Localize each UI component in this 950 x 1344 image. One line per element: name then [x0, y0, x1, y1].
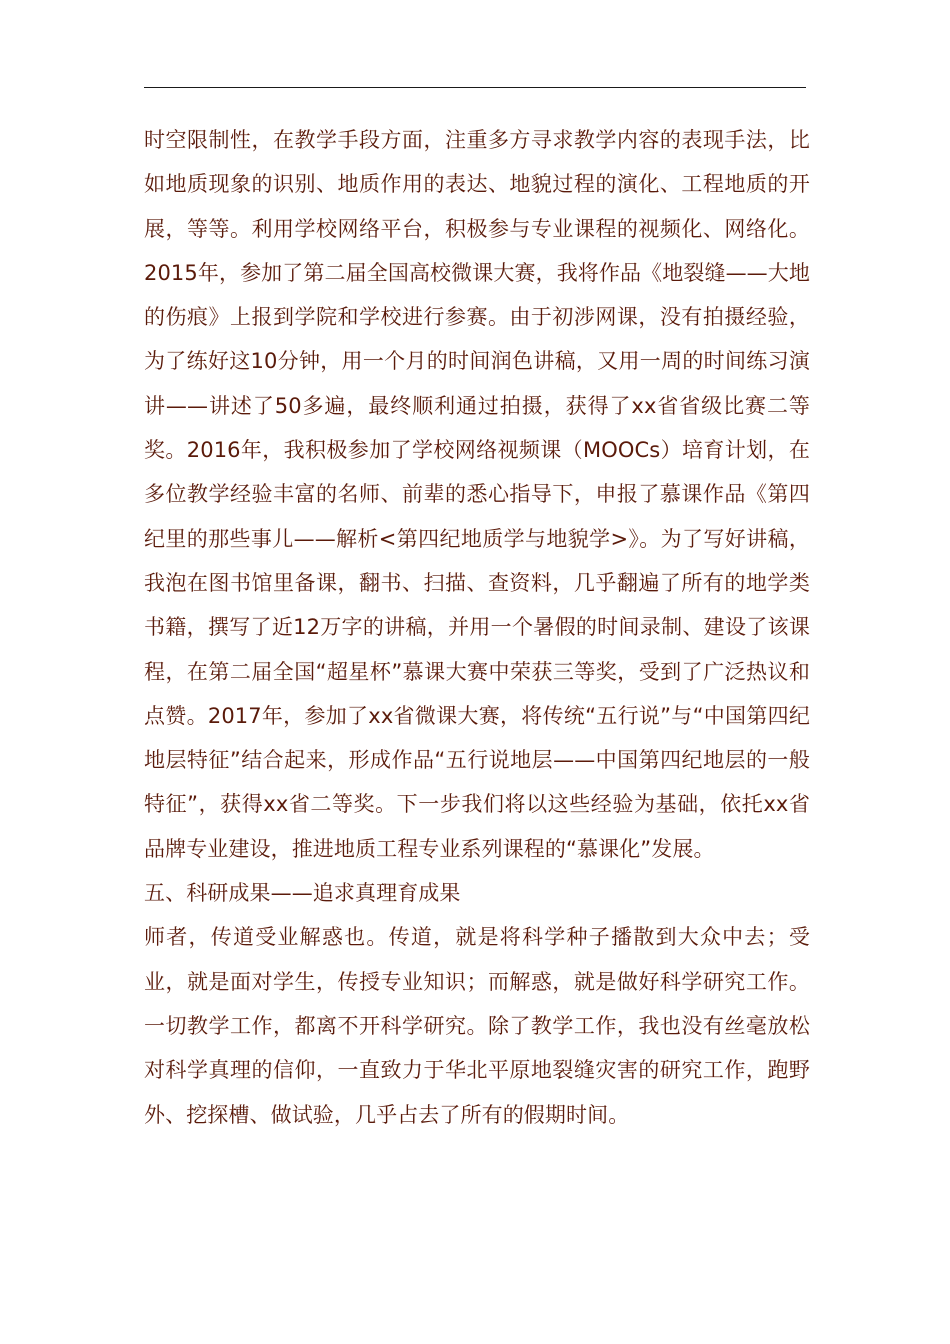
section-heading: 五、科研成果——追求真理育成果 — [144, 881, 461, 906]
document-body — [144, 118, 810, 1137]
header-rule — [144, 87, 806, 88]
paragraph-teaching-media: 时空限制性，在教学手段方面，注重多方寻求教学内容的表现手法，比如地质现象的识别、地质作用的表达、地貌过程的演化、工程地质的开展，等等。利用学校网络平台，积极参与专业课程的视频化、网络化。2015年，参加了第二届全国高校微课大赛，我将作品《地裂缝——大地的伤痕》上报到学院和学校进行参赛。由于初涉网课，没有拍摄经验，为了练好这10分钟，用一个月的时间润色讲稿，又用一周的时间练习演讲——讲述了50多遍，最终顺利通过拍摄，获得了xx省省级比赛二等奖。2016年，我积极参加了学校网络视频课（MOOCs）培育计划，在多位教学经验丰富的名师、前辈的悉心指导下，申报了慕课作品《第四纪里的那些事儿——解析<第四纪地质学与地貌学>》。为了写好讲稿，我泡在图书馆里备课，翻书、扫描、查资料，几乎翻遍了所有的地学类书籍，撰写了近12万字的讲稿，并用一个暑假的时间录制、建设了该课程，在第二届全国“超星杯”慕课大赛中荣获三等奖，受到了广泛热议和点赞。2017年，参加了xx省微课大赛，将传统“五行说”与“中国第四纪地层特征”结合起来，形成作品“五行说地层——中国第四纪地层的一般特征”，获得xx省二等奖。下一步我们将以这些经验为基础，依托xx省品牌专业建设，推进地质工程专业系列课程的“慕课化”发展。 — [144, 128, 810, 861]
paragraph-research: 师者，传道受业解惑也。传道，就是将科学种子播散到大众中去；受业，就是面对学生，传授专业知识；而解惑，就是做好科学研究工作。一切教学工作，都离不开科学研究。除了教学工作，我也没有丝毫放松对科学真理的信仰，一直致力于华北平原地裂缝灾害的研究工作，跑野外、挖探槽、做试验，几乎占去了所有的假期时间。 — [144, 925, 810, 1127]
